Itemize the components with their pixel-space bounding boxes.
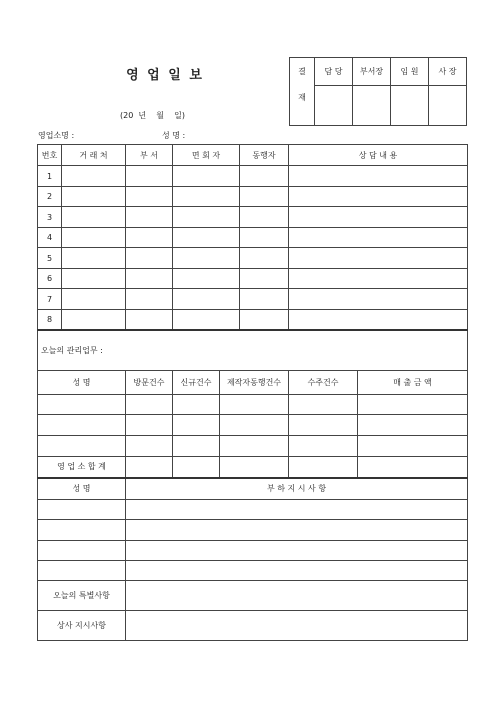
- col-header-contact: 면 회 자: [173, 145, 240, 166]
- sales-header-row: [38, 371, 468, 395]
- instruction-row: [38, 520, 468, 541]
- approval-header: 임 원: [391, 58, 429, 86]
- sales-col-orders: 수주건수: [289, 371, 358, 395]
- management-row: [38, 330, 468, 371]
- approval-side-top: 결: [290, 58, 315, 86]
- instruction-row: [38, 500, 468, 520]
- approval-sign-cell[interactable]: [315, 86, 353, 126]
- special-notes-field[interactable]: [126, 581, 468, 611]
- visit-row: [38, 228, 468, 248]
- instruction-header-row: [38, 478, 468, 500]
- sales-row: [38, 395, 468, 415]
- col-header-no: 번호: [38, 145, 62, 166]
- date-line: (20 년 월 일): [120, 111, 186, 120]
- superior-instructions-label: 상사 지시사항: [38, 611, 126, 641]
- instruction-col-items: 부 하 지 시 사 항: [126, 478, 468, 500]
- approval-header: 부서장: [353, 58, 391, 86]
- special-notes-row: [38, 581, 468, 611]
- instruction-row: [38, 541, 468, 561]
- management-label[interactable]: 오늘의 관리업무 :: [38, 330, 468, 371]
- visit-row: [38, 207, 468, 228]
- col-header-consultation: 상 담 내 용: [289, 145, 468, 166]
- sales-col-new: 신규건수: [173, 371, 220, 395]
- store-name-label: 영업소명 :: [38, 131, 75, 140]
- visit-row: [38, 166, 468, 187]
- sales-col-maker: 제작자동행건수: [220, 371, 289, 395]
- row-number: 3: [38, 207, 62, 228]
- special-notes-label: 오늘의 특별사항: [38, 581, 126, 611]
- name-label: 성 명 :: [162, 131, 186, 140]
- row-number: 8: [38, 310, 62, 330]
- sales-col-name: 성 명: [38, 371, 126, 395]
- visit-row: [38, 310, 468, 330]
- daily-report-table: [37, 144, 468, 641]
- col-header-client: 거 래 처: [62, 145, 126, 166]
- approval-header: 담 당: [315, 58, 353, 86]
- approval-sign-cell[interactable]: [429, 86, 467, 126]
- sales-row: [38, 415, 468, 436]
- superior-instructions-row: [38, 611, 468, 641]
- row-number: 1: [38, 166, 62, 187]
- sales-row: [38, 436, 468, 457]
- sales-total-row: [38, 457, 468, 478]
- approval-sign-cell[interactable]: [353, 86, 391, 126]
- row-number: 2: [38, 187, 62, 207]
- sales-col-visits: 방문건수: [126, 371, 173, 395]
- sales-col-amount: 매 출 금 액: [358, 371, 468, 395]
- approval-header: 사 장: [429, 58, 467, 86]
- sales-total-label: 영 업 소 합 계: [38, 457, 126, 478]
- visit-row: [38, 248, 468, 269]
- visit-header-row: [38, 145, 468, 166]
- approval-table: [289, 57, 467, 126]
- visit-row: [38, 269, 468, 289]
- visit-row: [38, 187, 468, 207]
- visit-row: [38, 289, 468, 310]
- approval-side-bottom: 재: [290, 86, 315, 126]
- row-number: 5: [38, 248, 62, 269]
- approval-sign-cell[interactable]: [391, 86, 429, 126]
- row-number: 7: [38, 289, 62, 310]
- page-title: 영 업 일 보: [126, 68, 204, 83]
- instruction-col-name: 성 명: [38, 478, 126, 500]
- row-number: 6: [38, 269, 62, 289]
- instruction-row: [38, 561, 468, 581]
- row-number: 4: [38, 228, 62, 248]
- col-header-companion: 동행자: [240, 145, 289, 166]
- superior-instructions-field[interactable]: [126, 611, 468, 641]
- col-header-dept: 부 서: [126, 145, 173, 166]
